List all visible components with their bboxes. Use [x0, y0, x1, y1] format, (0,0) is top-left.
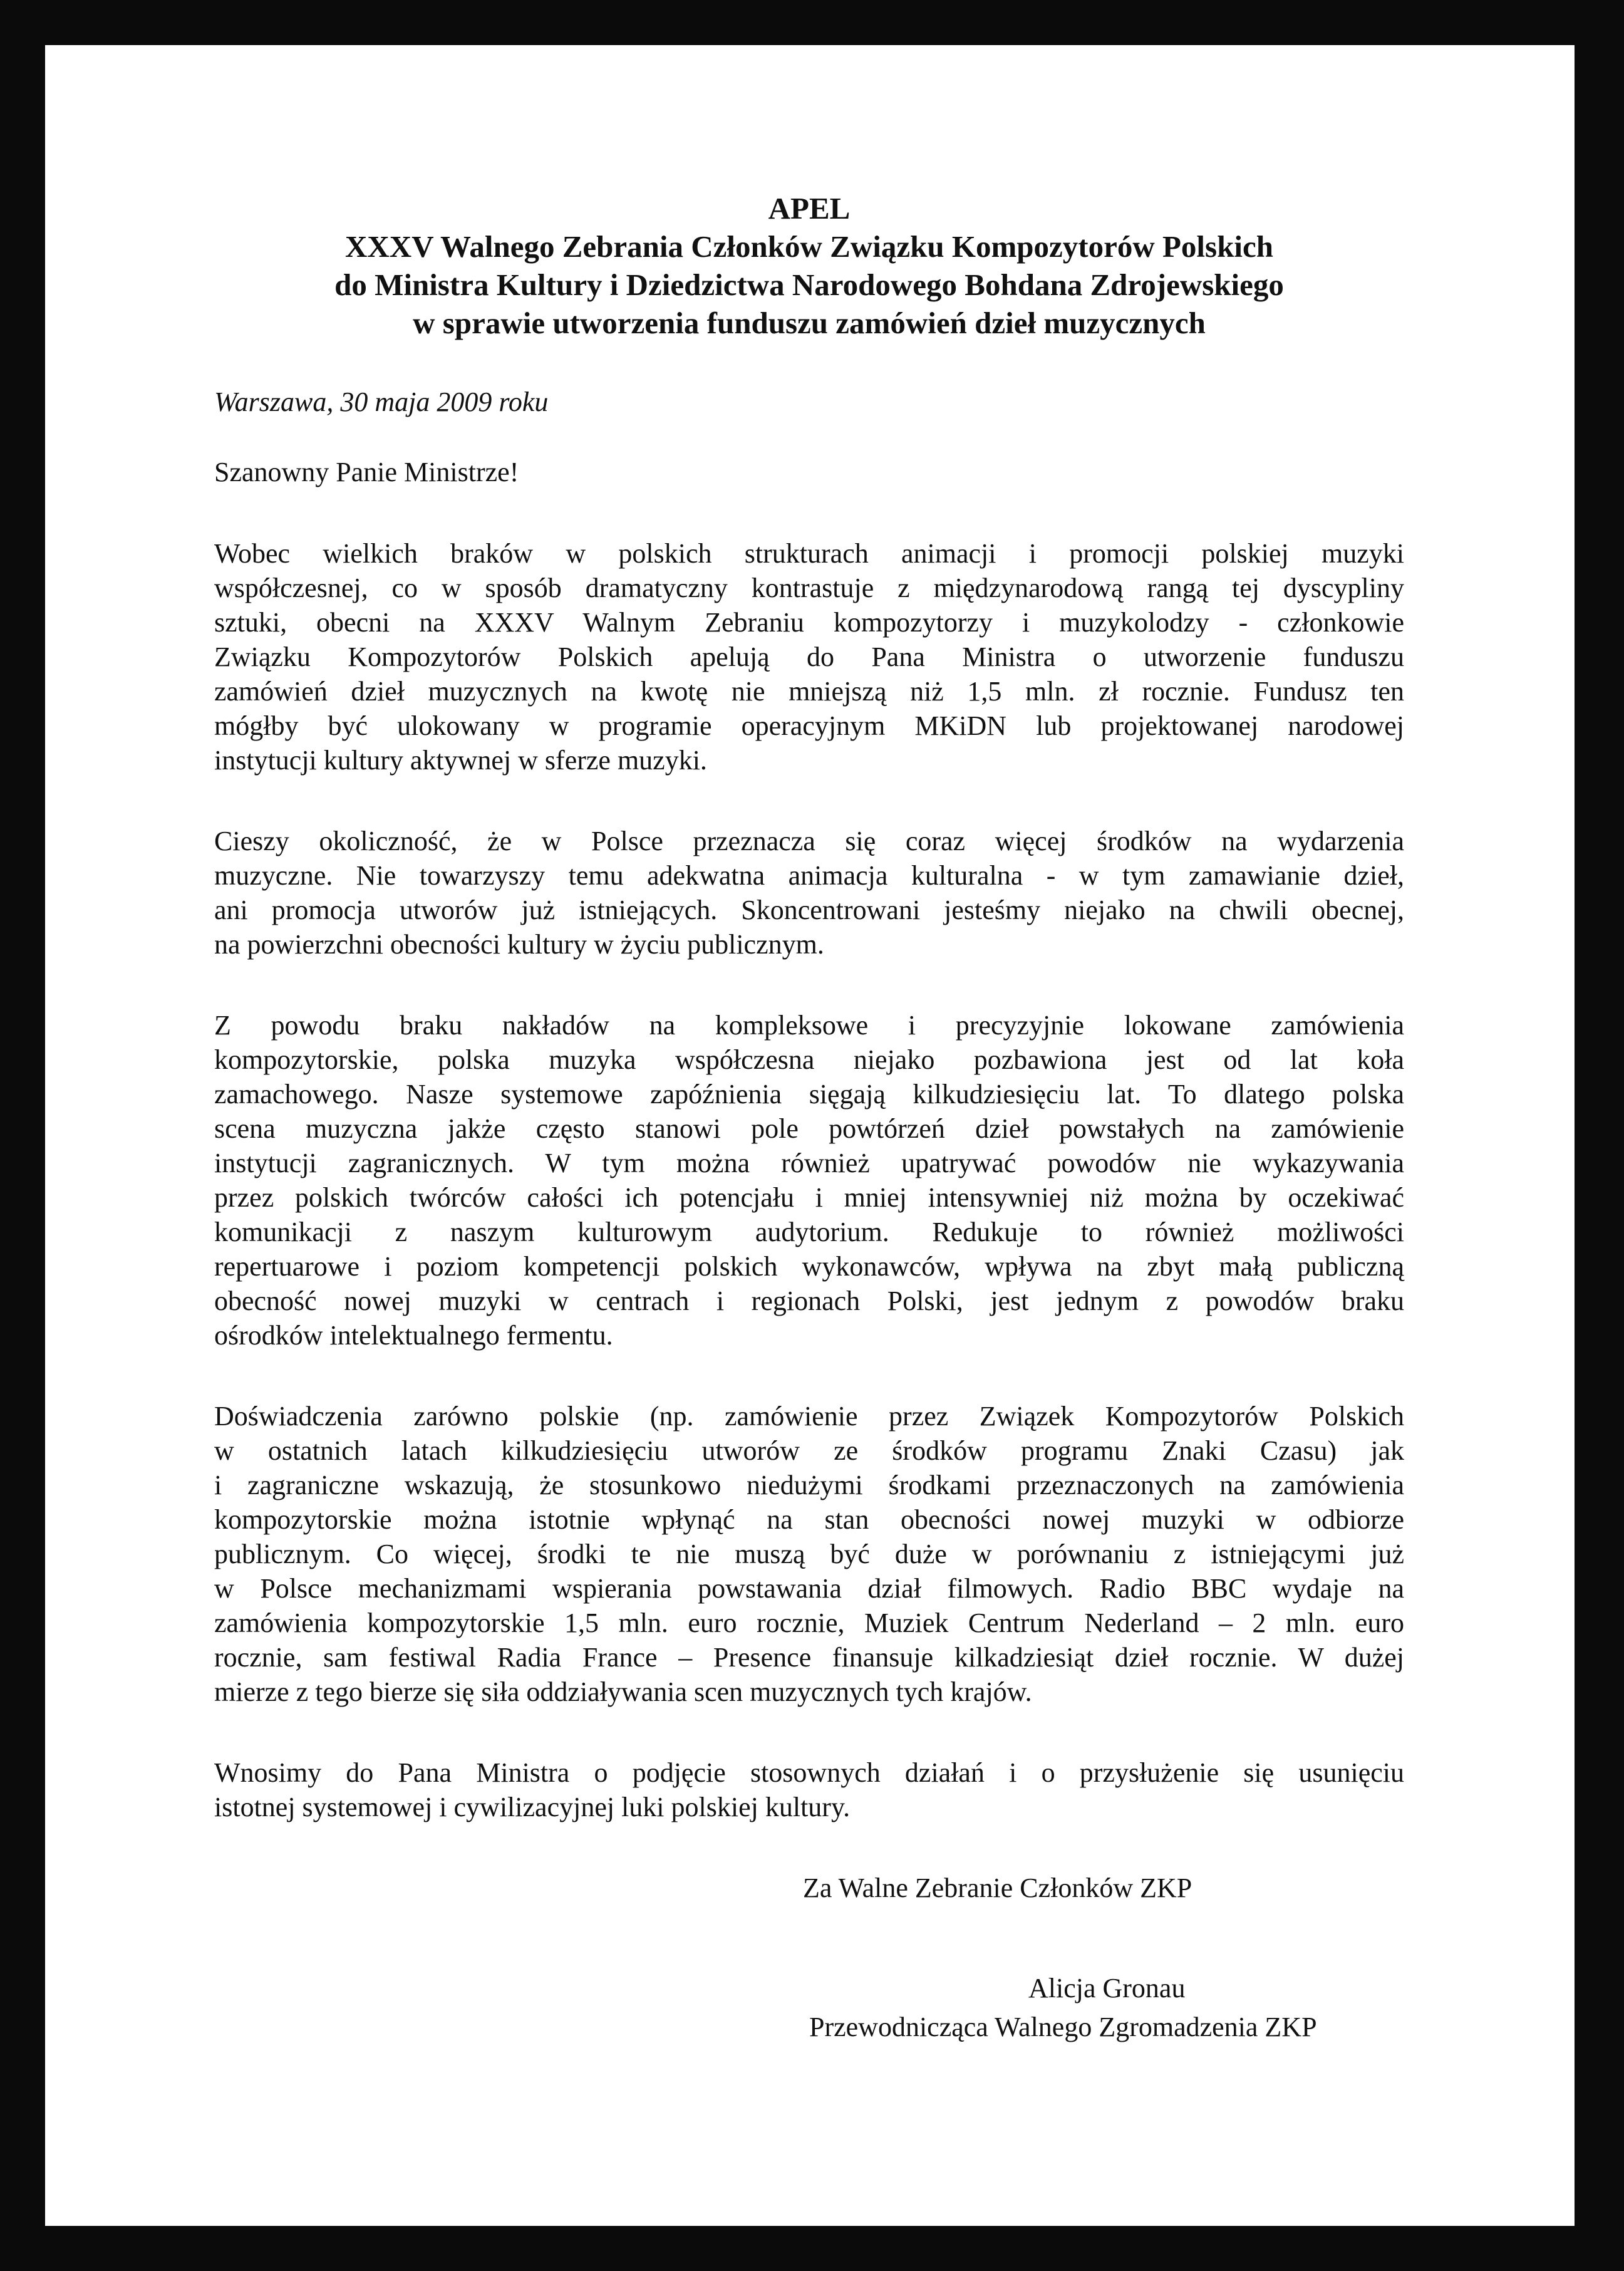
signature-organization: Za Walne Zebranie Członków ZKP	[803, 1873, 1192, 1903]
paragraph-4	[214, 1399, 1404, 1709]
text-line: Wnosimy do Pana Ministra o podjęcie stosownych działań i o przysłużenie się usunięciu	[214, 1757, 1404, 1788]
text-line: Doświadczenia zarówno polskie (np. zamówienie przez Związek Kompozytorów Polskich	[214, 1401, 1404, 1432]
text-line: zamówienia kompozytorskie 1,5 mln. euro rocznie, Muziek Centrum Nederland – 2 mln. euro	[214, 1608, 1404, 1638]
text-line: na powierzchni obecności kultury w życiu publicznym.	[214, 929, 824, 960]
title-line: APEL	[768, 191, 851, 226]
text-line: mógłby być ulokowany w programie operacyjnym MKiDN lub projektowanej narodowej	[214, 710, 1404, 741]
text-line: kompozytorskie można istotnie wpłynąć na stan obecności nowej muzyki w odbiorze	[214, 1504, 1404, 1535]
text-line: Z powodu braku nakładów na kompleksowe i precyzyjnie lokowane zamówienia	[214, 1010, 1404, 1041]
signatory-name: Alicja Gronau	[1028, 1973, 1186, 2003]
text-line: instytucji kultury aktywnej w sferze muzyki.	[214, 745, 707, 776]
text-line: ośrodków intelektualnego fermentu.	[214, 1320, 613, 1351]
text-line: scena muzyczna jakże często stanowi pole powtórzeń dzieł powstałych na zamówienie	[214, 1113, 1404, 1144]
text-line: repertuarowe i poziom kompetencji polskich wykonawców, wpływa na zbyt małą publiczną	[214, 1251, 1404, 1282]
text-line: i zagraniczne wskazują, że stosunkowo niedużymi środkami przeznaczonych na zamówienia	[214, 1470, 1404, 1500]
text-line: w Polsce mechanizmami wspierania powstawania dział filmowych. Radio BBC wydaje na	[214, 1573, 1404, 1604]
signatory-role: Przewodnicząca Walnego Zgromadzenia ZKP	[809, 2012, 1317, 2042]
dateline: Warszawa, 30 maja 2009 roku	[214, 387, 549, 417]
text-line: Cieszy okoliczność, że w Polsce przeznacza się coraz więcej środków na wydarzenia	[214, 826, 1404, 856]
letter-body	[214, 189, 1404, 2045]
text-line: ani promocja utworów już istniejących. Skoncentrowani jesteśmy niejako na chwili obecnej,	[214, 895, 1404, 925]
text-line: istotnej systemowej i cywilizacyjnej luki polskiej kultury.	[214, 1792, 851, 1822]
paragraph-2	[214, 824, 1404, 962]
text-line: komunikacji z naszym kulturowym audytorium. Redukuje to również możliwości	[214, 1217, 1404, 1247]
text-line: w ostatnich latach kilkudziesięciu utworów ze środków programu Znaki Czasu) jak	[214, 1435, 1404, 1466]
text-line: obecność nowej muzyki w centrach i regionach Polski, jest jednym z powodów braku	[214, 1286, 1404, 1316]
title-line: w sprawie utworzenia funduszu zamówień dzieł muzycznych	[413, 306, 1206, 340]
paragraph-5	[214, 1755, 1404, 1824]
letter-title	[214, 189, 1404, 342]
text-line: zamachowego. Nasze systemowe zapóźnienia sięgają kilkudziesięciu lat. To dlatego polska	[214, 1079, 1404, 1110]
text-line: przez polskich twórców całości ich potencjału i mniej intensywniej niż można by oczekiwać	[214, 1182, 1404, 1213]
text-line: mierze z tego bierze się siła oddziaływania scen muzycznych tych krajów.	[214, 1676, 1032, 1707]
text-line: rocznie, sam festiwal Radia France – Presence finansuje kilkadziesiąt dzieł rocznie. W dużej	[214, 1642, 1404, 1673]
text-line: zamówień dzieł muzycznych na kwotę nie mniejszą niż 1,5 mln. zł rocznie. Fundusz ten	[214, 676, 1404, 707]
text-line: współczesnej, co w sposób dramatyczny kontrastuje z międzynarodową rangą tej dyscypliny	[214, 573, 1404, 603]
text-line: publicznym. Co więcej, środki te nie muszą być duże w porównaniu z istniejącymi już	[214, 1539, 1404, 1569]
text-line: instytucji zagranicznych. W tym można również upatrywać powodów nie wykazywania	[214, 1148, 1404, 1178]
text-line: Wobec wielkich braków w polskich strukturach animacji i promocji polskiej muzyki	[214, 538, 1404, 569]
text-line: Związku Kompozytorów Polskich apelują do Pana Ministra o utworzenie funduszu	[214, 642, 1404, 672]
salutation: Szanowny Panie Ministrze!	[214, 457, 519, 487]
paragraph-1	[214, 536, 1404, 777]
paragraph-3	[214, 1008, 1404, 1353]
title-line: XXXV Walnego Zebrania Członków Związku Kompozytorów Polskich	[345, 229, 1273, 264]
text-line: kompozytorskie, polska muzyka współczesna niejako pozbawiona jest od lat koła	[214, 1044, 1404, 1075]
document-page	[45, 45, 1575, 2226]
text-line: sztuki, obecni na XXXV Walnym Zebraniu kompozytorzy i muzykolodzy - członkowie	[214, 607, 1404, 638]
text-line: muzyczne. Nie towarzyszy temu adekwatna animacja kulturalna - w tym zamawianie dzieł,	[214, 860, 1404, 891]
title-line: do Ministra Kultury i Dziedzictwa Narodowego Bohdana Zdrojewskiego	[334, 268, 1284, 302]
